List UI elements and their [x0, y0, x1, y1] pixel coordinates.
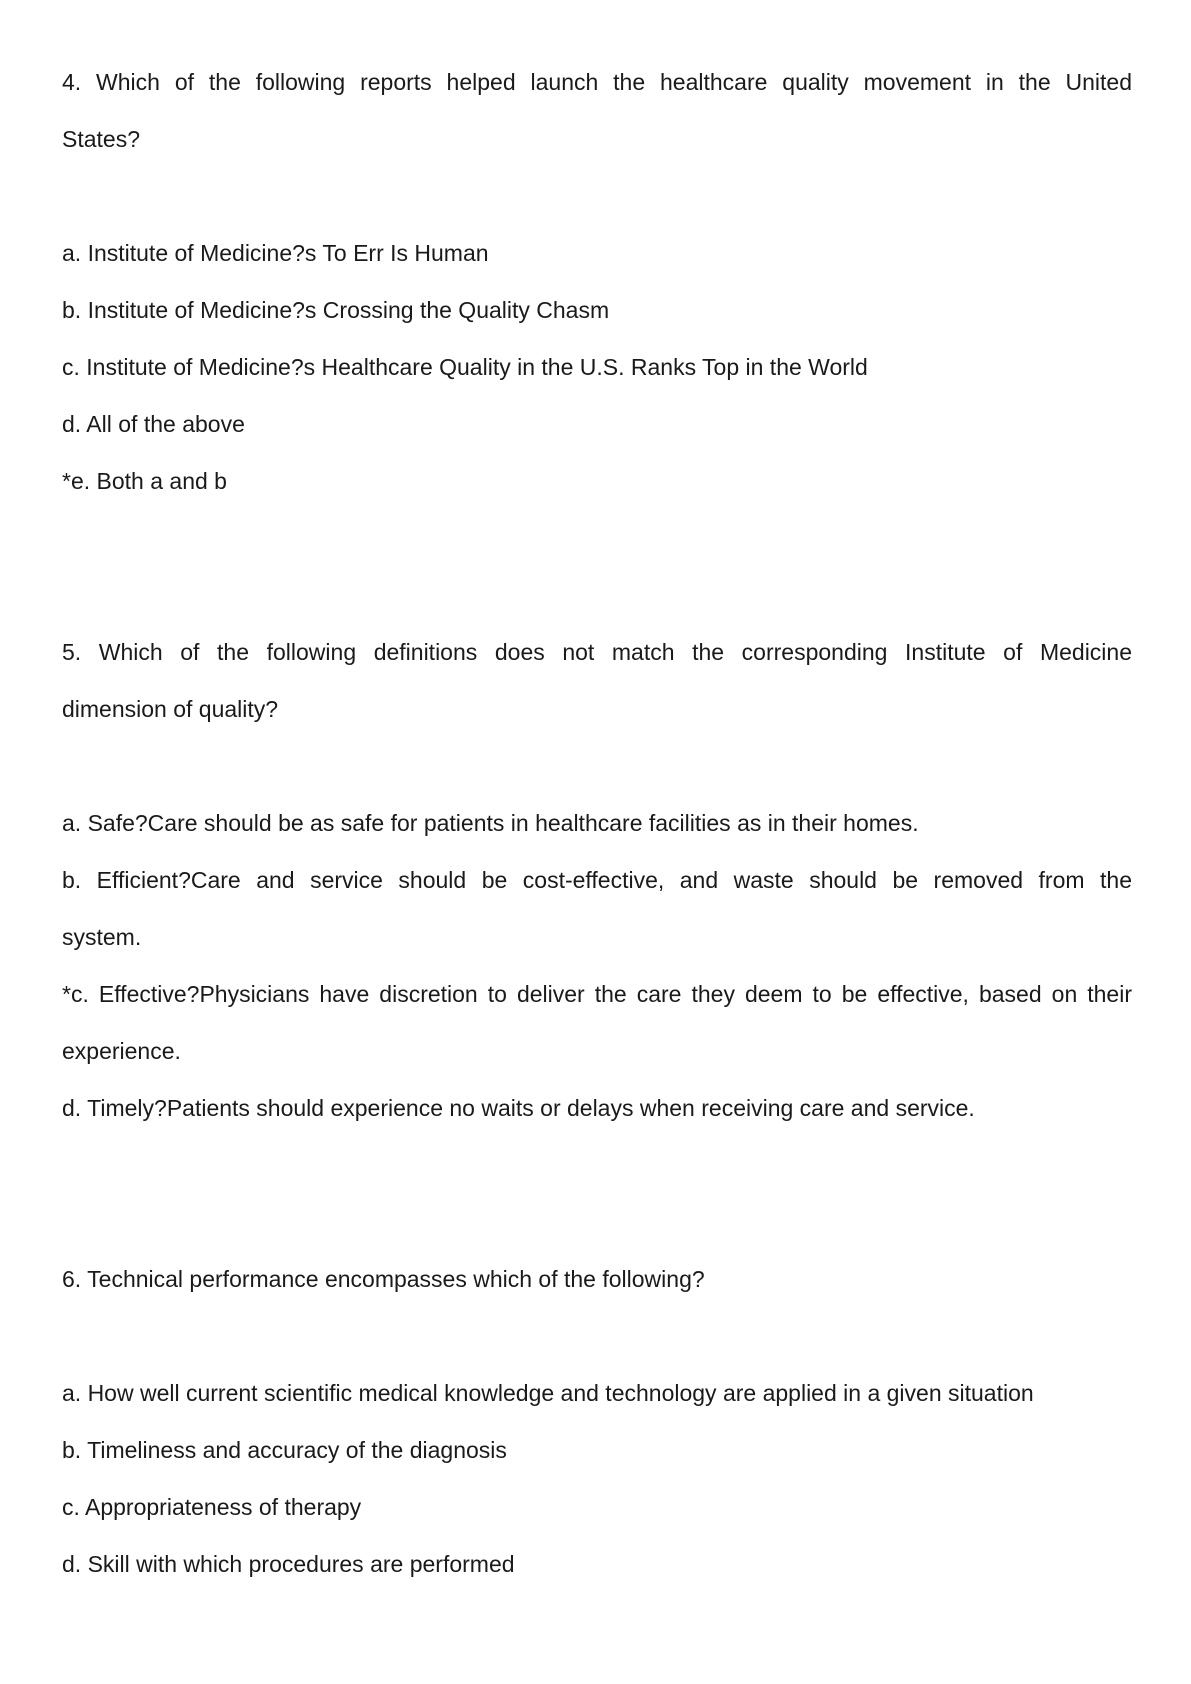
answer-option: c. Appropriateness of therapy	[62, 1494, 362, 1520]
question-stem-line: 6. Technical performance encompasses which of the following?	[62, 1266, 705, 1292]
question-stem-line: States?	[62, 126, 140, 152]
answer-option: b. Institute of Medicine?s Crossing the Quality Chasm	[62, 297, 610, 323]
answer-option: a. Institute of Medicine?s To Err Is Human	[62, 240, 489, 266]
answer-option-correct: *e. Both a and b	[62, 468, 227, 494]
answer-option-continuation: experience.	[62, 1038, 181, 1064]
answer-option: b. Timeliness and accuracy of the diagnosis	[62, 1437, 507, 1463]
answer-option: b. Efficient?Care and service should be cost-effective, and waste should be removed from the	[62, 867, 1132, 893]
answer-option: d. All of the above	[62, 411, 245, 437]
answer-option-correct: *c. Effective?Physicians have discretion to deliver the care they deem to be effective, based on their	[62, 981, 1132, 1007]
question-stem-line: 4. Which of the following reports helped launch the healthcare quality movement in the United	[62, 69, 1132, 95]
answer-option: c. Institute of Medicine?s Healthcare Quality in the U.S. Ranks Top in the World	[62, 354, 868, 380]
answer-option-continuation: system.	[62, 924, 142, 950]
answer-option: d. Skill with which procedures are performed	[62, 1551, 515, 1577]
answer-option: a. Safe?Care should be as safe for patients in healthcare facilities as in their homes.	[62, 810, 919, 836]
question-stem-line: 5. Which of the following definitions does not match the corresponding Institute of Medicine	[62, 639, 1132, 665]
answer-option: a. How well current scientific medical knowledge and technology are applied in a given situation	[62, 1380, 1034, 1406]
answer-option: d. Timely?Patients should experience no waits or delays when receiving care and service.	[62, 1095, 975, 1121]
question-stem-line: dimension of quality?	[62, 696, 279, 722]
